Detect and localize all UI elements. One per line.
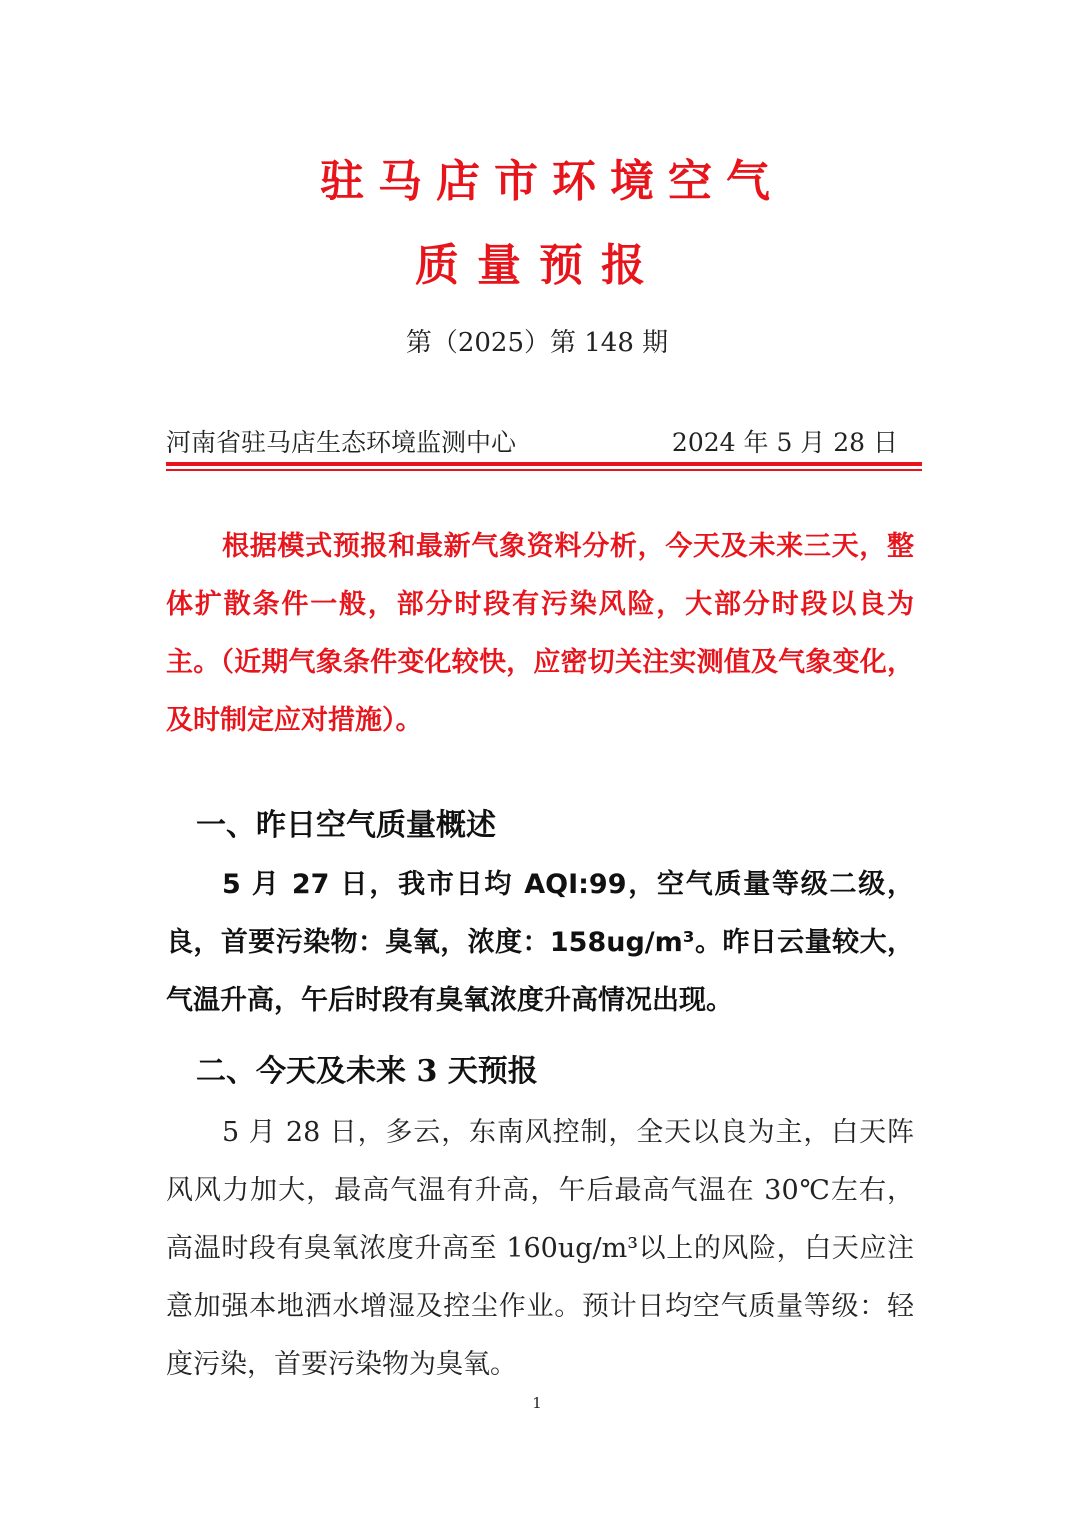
document-title-line1: 驻马店市环境空气 [320,156,784,207]
organization-name: 河南省驻马店生态环境监测中心 [166,428,517,457]
header-divider-thin [166,469,922,471]
section2-heading-prefix: 二、今天及未来 [196,1054,417,1089]
section2-heading-number: 3 [416,1054,438,1089]
section1-body: 5 月 27 日，我市日均 AQI:99，空气质量等级二级，良，首要污染物：臭氧，浓度：158ug/m³。昨日云量较大，气温升高，午后时段有臭氧浓度升高情况出现。 [166,869,914,1016]
header-divider-thick [166,462,922,466]
header-row [166,426,908,460]
summary-paragraph: 根据模式预报和最新气象资料分析，今天及未来三天，整体扩散条件一般，部分时段有污染风险，大部分时段以良为主。（近期气象条件变化较快，应密切关注实测值及气象变化，及时制定应对措施）。 [166,531,914,736]
issue-date: 2024 年 5 月 28 日 [671,428,898,457]
section2-heading-suffix: 天预报 [437,1054,538,1089]
section2-body: 5 月 28 日，多云，东南风控制，全天以良为主，白天阵风风力加大，最高气温有升高，午后最高气温在 30℃左右，高温时段有臭氧浓度升高至 160ug/m³以上的风险，白天应注意加强本地洒水增湿及控尘作业。预计日均空气质量等级：轻度污染，首要污染物为臭氧。 [166,1117,914,1380]
issue-number: 第（2025）第 148 期 [405,328,669,358]
section1-heading: 一、昨日空气质量概述 [196,808,496,843]
page-number: 1 [532,1394,542,1412]
document-title-line2: 质量预报 [415,240,663,291]
section2-heading [196,1052,538,1092]
